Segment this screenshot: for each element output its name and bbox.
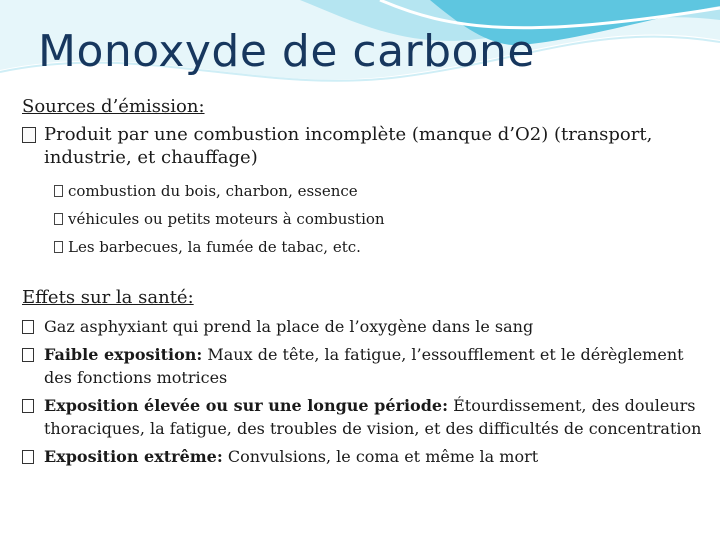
list-item (22, 445, 702, 468)
list-item (22, 343, 702, 389)
bullet-box-icon (54, 185, 63, 197)
bullet-box-icon (22, 127, 36, 143)
effect-text: Étourdissement, des douleurs thoraciques, la fatigue, des troubles de vision, et des difficultés de concentration (44, 395, 702, 438)
bullet-box-icon (54, 241, 63, 253)
sub-item-text: véhicules ou petits moteurs à combustion (68, 210, 385, 229)
sources-main-bullet (22, 123, 702, 170)
sub-item-text: Les barbecues, la fumée de tabac, etc. (68, 238, 361, 257)
bullet-box-icon (22, 399, 34, 413)
effects-section (22, 287, 702, 468)
effect-text: Maux de tête, la fatigue, l’essoufflement et le dérèglement des fonctions motrices (44, 344, 684, 387)
bullet-box-icon (22, 348, 34, 362)
effect-label: Faible exposition: (44, 344, 203, 364)
bullet-box-icon (22, 320, 34, 334)
bullet-box-icon (22, 450, 34, 464)
sources-main-text: Produit par une combustion incomplète (manque d’O2) (transport, industrie, et chauffage) (44, 123, 653, 168)
slide-title: Monoxyde de carbone (38, 26, 535, 77)
effect-label: Exposition élevée ou sur une longue période: (44, 395, 448, 415)
effect-label: Exposition extrême: (44, 446, 223, 466)
effect-text: Gaz asphyxiant qui prend la place de l’oxygène dans le sang (44, 316, 534, 336)
sub-item-text: combustion du bois, charbon, essence (68, 182, 358, 201)
bullet-box-icon (54, 213, 63, 225)
sources-heading: Sources d’émission: (22, 96, 205, 117)
effect-text: Convulsions, le coma et même la mort (222, 446, 539, 466)
list-item (22, 394, 702, 440)
list-item (54, 177, 702, 205)
effects-heading: Effets sur la santé: (22, 287, 194, 309)
list-item (54, 233, 702, 261)
list-item (22, 315, 702, 338)
sources-sub-list (22, 177, 702, 261)
list-item (54, 205, 702, 233)
slide-content (22, 96, 702, 468)
